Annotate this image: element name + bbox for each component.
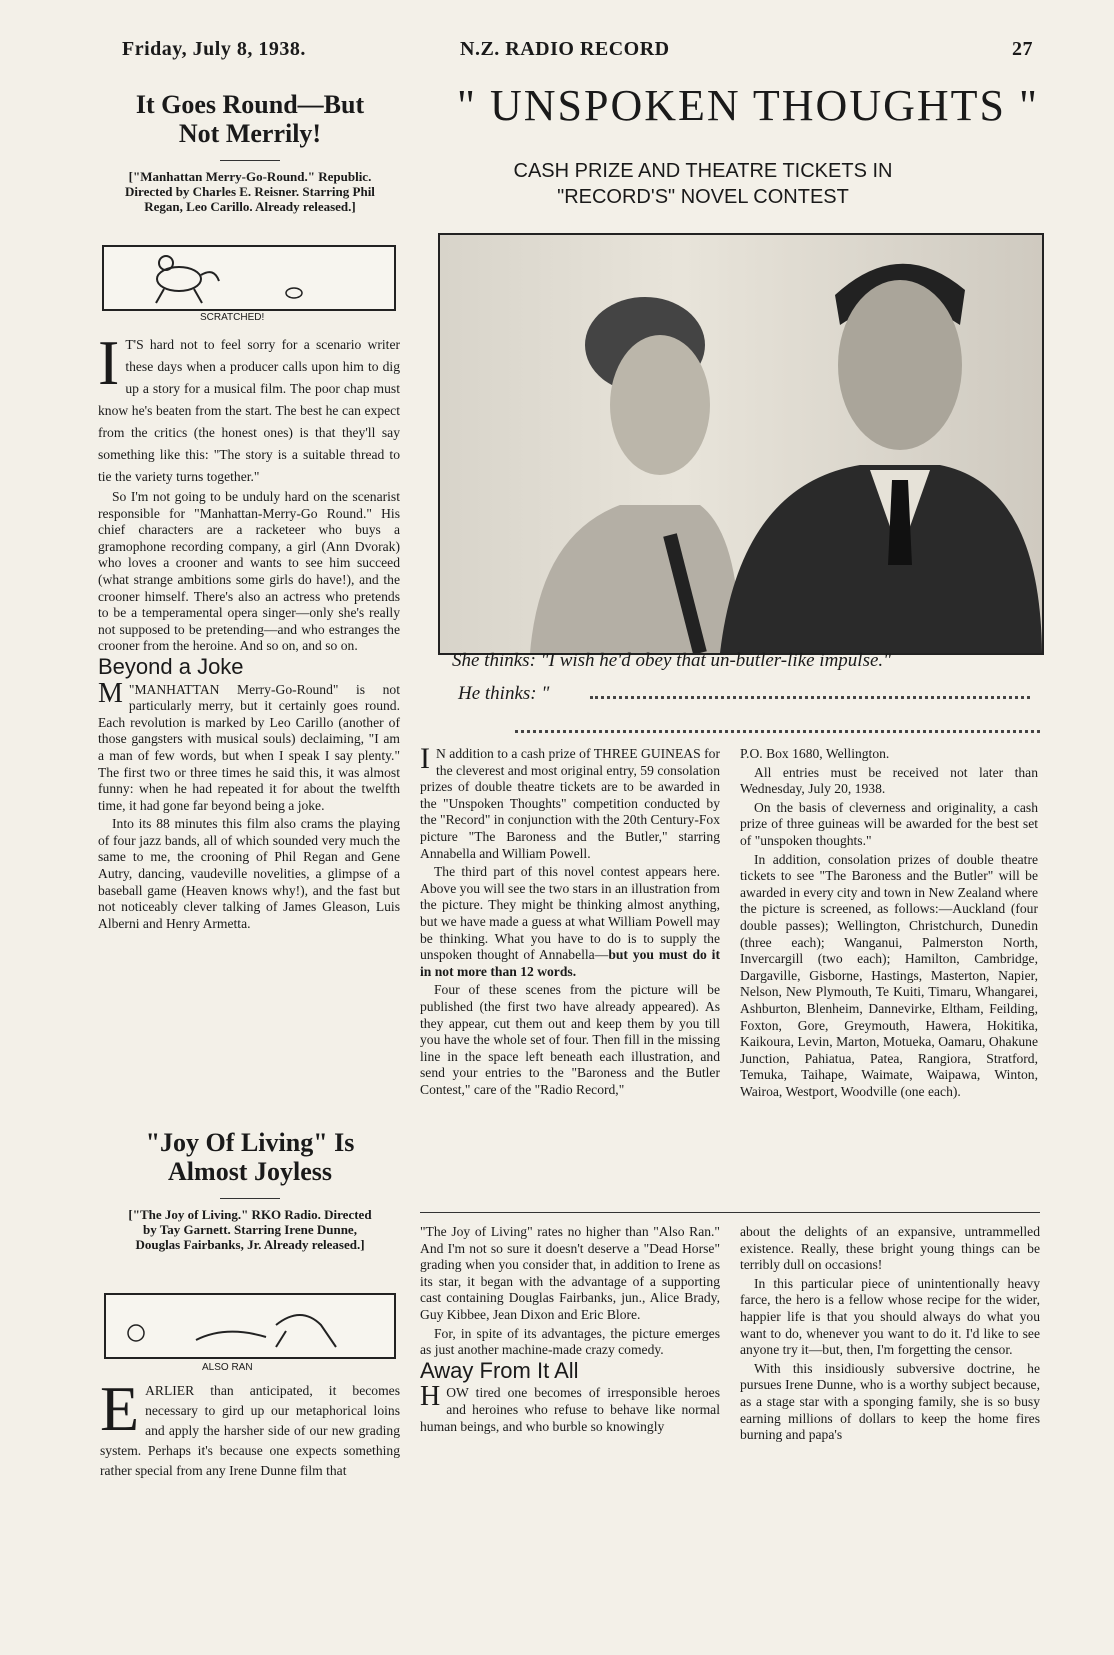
contest-column-2	[740, 746, 1038, 1102]
contest-column-1: I N addition to a cash prize of THREE GUINEAS for the cleverest and most original entry, 59 consolation prizes of double theatre tickets are to be awarded in the "Unspoken Thoughts" competition conducted by the "Record" in conjunction with the 20th Century-Fox picture "The Baroness and the Butler," starring Annabella and William Powell. The third part of this novel contest appears here. Above you will see the two stars in an illustration from the picture. They might be thinking almost anything, but we have made a guess at what William Powell may be thinking. What you have to do is to supply the unspoken thought of Annabella—but you must do it in not more than 12 words. Four of these scenes from the picture will be published (the first two have already appeared). As they appear, cut them out and keep them by you till you have the whole set of four. Then fill in the missing line in the space left beneath each illustration, and send your entries to the "Baroness and the Butler Contest," care of the "Radio Record,"	[420, 742, 720, 1097]
dropcap: I	[98, 327, 120, 398]
article-title: "Joy Of Living" Is Almost Joyless	[145, 1128, 355, 1186]
cartoon-caption: ALSO RAN	[202, 1362, 253, 1373]
page-number: 27	[1012, 38, 1033, 60]
paragraph: So I'm not going to be unduly hard on the scenarist responsible for "Manhattan-Merry-Go Round." His chief characters are a racketeer who buys a gramophone recording company, a girl (Ann Dvorak) who loves a crooner and wants to see him succeed (what strange ambitions some girls do have!), and the crooner himself. There's also an actress who pretends to be a temperamental opera singer—only she's really not supposed to be pretending—and who estranges the crooner from the heroine. And so on, and so on.	[98, 489, 400, 654]
paper-name: N.Z. RADIO RECORD	[460, 38, 670, 60]
cartoon-scratched	[102, 245, 396, 311]
article-joy-body: E ARLIER than anticipated, it becomes necessary to gird up our metaphorical loins and apply the harsher side of our new grading system. Perhaps it's because one expects something rather special from any Irene Dunne film that	[100, 1373, 400, 1478]
he-thinks-caption: He thinks: "	[458, 683, 550, 704]
article-joy-right-column: about the delights of an expansive, untrammelled existence. Really, these bright young things can be terribly dull on occasions! In this particular piece of unintentionally heavy farce, the hero is a fellow whose recipe for the wider, happier life is that you should always do what you want to do, whenever you want to do it. I'd like to see anyone try it—but, then, I'm forgetting the censor. With this insidiously subversive doctrine, he pursues Irene Dunne, who is a worthy subject because, as a stage star with a sponging family, she is so busy earning millions of dollars to keep the home fires burning and papa's	[740, 1224, 1040, 1443]
film-credits: ["Manhattan Merry-Go-Round." Republic. Directed by Charles E. Reisner. Starring Phil Regan, Leo Carillo. Already released.]	[125, 169, 375, 214]
article-title: It Goes Round—But Not Merrily!	[135, 90, 365, 148]
paragraph: In addition, consolation prizes of double theatre tickets to see "The Baroness and the Butler" will be awarded in every city and town in New Zealand where the picture is screened, as follows:—Auckland (four double passes); Wellington, Christchurch, Dunedin (three each); Wanganui, Palmerston North, Invercargill (two each); Hamilton, Cambridge, Dargaville, Gisborne, Hastings, Masterton, Napier, Nelson, New Plymouth, Te Kuiti, Timaru, Whangarei, Ashburton, Blenheim, Dannevirke, Eltham, Feilding, Foxton, Gore, Greymouth, Hawera, Hokitika, Kaikoura, Levin, Marton, Motueka, Oamaru, Ohakune Junction, Pahiatua, Patea, Rangiora, Stratford, Temuka, Taihape, Waimate, Waipawa, Winton, Wairoa, Westport, Woodville (one each).	[740, 851, 1038, 1099]
film-credits: ["The Joy of Living." RKO Radio. Directed by Tay Garnett. Starring Irene Dunne, Douglas Fairbanks, Jr. Already released.]	[128, 1207, 372, 1252]
photo-illustration	[440, 235, 1042, 653]
section-subhead: Beyond a Joke	[98, 653, 244, 679]
cartoon-also-ran	[104, 1293, 396, 1359]
horse-race-cartoon-icon	[104, 247, 394, 309]
section-divider	[515, 730, 1040, 733]
cartoon-caption: SCRATCHED!	[200, 312, 265, 323]
film-still-photo	[438, 233, 1044, 655]
column-divider	[420, 1212, 1040, 1213]
contest-title: " UNSPOKEN THOUGHTS "	[457, 81, 1039, 130]
woman-face	[610, 335, 710, 475]
answer-line[interactable]	[590, 696, 1030, 699]
contest-subtitle-1: CASH PRIZE AND THEATRE TICKETS IN	[513, 160, 893, 182]
address: P.O. Box 1680, Wellington.	[740, 746, 890, 761]
paragraph: Four of these scenes from the picture will be published (the first two have already appeared). As they appear, cut them out and keep them by you till you have the whole set of four. Then fill in the missing line in the space left beneath each illustration, and send your entries to the "Baroness and the Butler Contest," care of the "Radio Record,"	[420, 982, 720, 1097]
paragraph: Into its 88 minutes this film also crams the playing of four jazz bands, all of which sounded very much the same to me, the crooning of Phil Regan and Gene Autry, dancing, vaudeville novelities, a glimpse of a baseball game (Heaven knows why!), and the fast but not noticeably clever talking of James Gleason, Luis Alberni and Henry Armetta.	[98, 816, 400, 931]
article-joy-of-living	[100, 1128, 400, 1254]
she-thinks-caption: She thinks: "I wish he'd obey that un-butler-like impulse."	[452, 650, 892, 671]
article-manhattan	[100, 90, 400, 216]
man-face	[838, 280, 962, 450]
page-date: Friday, July 8, 1938.	[122, 38, 306, 60]
paragraph: On the basis of cleverness and originality, a cash prize of three guineas will be awarded for the best set of "unspoken thoughts."	[740, 799, 1038, 848]
contest-subtitle-2: "RECORD'S" NOVEL CONTEST	[557, 186, 849, 208]
woman-shoulders	[530, 505, 740, 653]
paragraph: All entries must be received not later than Wednesday, July 20, 1938.	[740, 764, 1038, 797]
section-subhead: Away From It All	[420, 1357, 579, 1383]
article-manhattan-body: I T'S hard not to feel sorry for a scenario writer these days when a producer calls upon him to dig up a story for a musical film. The poor chap must know he's beaten from the start. The best he can expect from the critics (the honest ones) is that they'll say something like this: "The story is a suitable thread to tie the variety turns together." So I'm not going to be unduly hard on the scenarist responsible for "Manhattan-Merry-Go Round." His chief characters are a racketeer who buys a gramophone recording company, a girl (Ann Dvorak) who loves a crooner and wants to see him succeed (what strange ambitions some girls do have!), and the crooner himself. There's also an actress who pretends to be a temperamental opera singer—only she's really not supposed to be pretending—and who estranges the crooner from the heroine. And so on, and so on. Beyond a Joke M "MANHATTAN Merry-Go-Round" is not particularly merry, but it certainly goes round. Each revolution is marked by Leo Carillo (another of those gangsters with musical souls) declaiming, "I am a man of few words, but when I speak I say plenty." The first two or three times he said this, it was almost funny: when he had repeated it for about the twelfth time, it had gone far beyond being a joke. Into its 88 minutes this film also crams the playing of four jazz bands, all of which sounded very much the same to me, the crooning of Phil Regan and Gene Autry, dancing, vaudeville novelities, a glimpse of a baseball game (Heaven knows why!), and the fast but not noticeably clever talking of James Gleason, Luis Alberni and Henry Armetta.	[98, 327, 400, 931]
dog-race-cartoon-icon	[106, 1295, 394, 1357]
man-tie	[888, 480, 912, 565]
article-joy-mid-column: "The Joy of Living" rates no higher than "Also Ran." And I'm not so sure it doesn't deserve a "Dead Horse" grading when you consider that, in addition to Irene as its star, it began with the advantage of a supporting cast containing Douglas Fairbanks, jun., Alice Brady, Guy Kibbee, Jean Dixon and Eric Blore. For, in spite of its advantages, the picture emerges as just another machine-made crazy comedy. Away From It All H OW tired one becomes of irresponsible heroes and heroines who refuse to behave like normal human beings, and who burble so knowingly	[420, 1224, 720, 1434]
